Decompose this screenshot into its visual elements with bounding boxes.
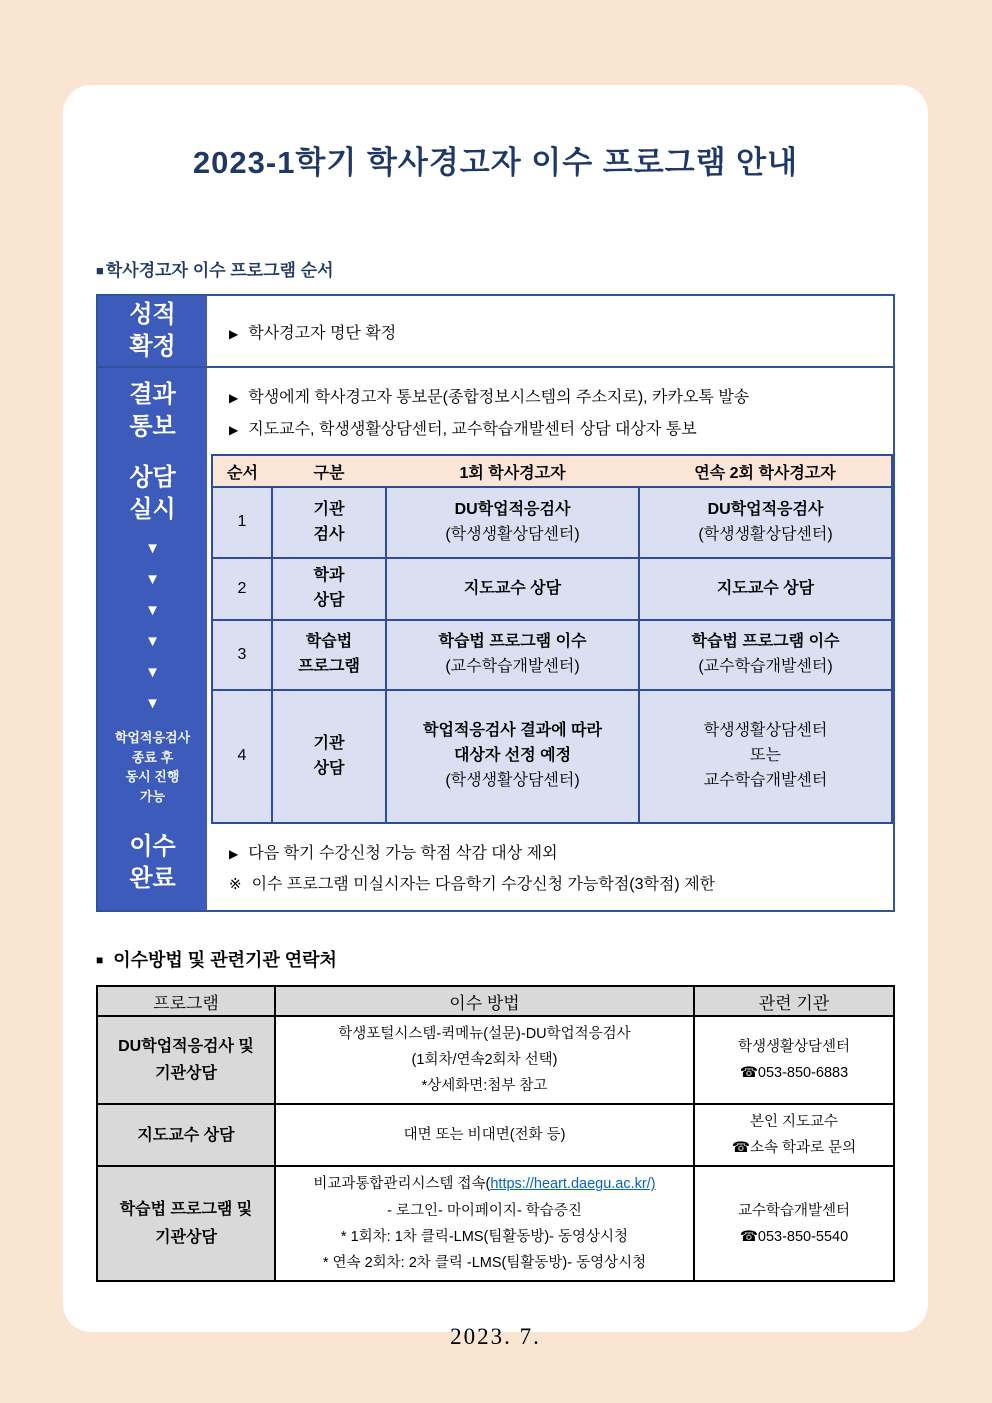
column-header-method: 이수 방법 xyxy=(275,986,694,1016)
cell-line: DU학업적응검사 및 xyxy=(118,1037,254,1055)
column-header-category: 구분 xyxy=(272,455,386,487)
cell-method xyxy=(275,1166,694,1280)
cell-line: 학과 xyxy=(313,567,345,585)
cell-method: 대면 또는 비대면(전화 등) xyxy=(275,1104,694,1166)
cell-line: 또는 xyxy=(750,747,781,765)
cell-second-warning xyxy=(639,690,892,823)
cell-category xyxy=(272,690,386,823)
cell-line: - 로그인- 마이페이지- 학습증진 xyxy=(387,1202,582,1219)
cell-line: 학습법 프로그램 이수 xyxy=(691,633,840,651)
cell-second-warning: 지도교수 상담 xyxy=(639,558,892,620)
section1-heading xyxy=(96,256,895,281)
organization-name: 학생생활상담센터 xyxy=(737,1039,851,1056)
cell-organization xyxy=(694,1104,894,1166)
cell-line: (1회차/연속2회차 선택) xyxy=(411,1052,558,1069)
note-line: 종료 후 xyxy=(131,749,174,765)
section2-heading xyxy=(96,946,895,972)
table-row xyxy=(97,1104,894,1166)
cell-no: 1 xyxy=(212,487,272,558)
arrow-bullet-icon: ▶ xyxy=(229,422,239,437)
column-header-organization: 관련 기관 xyxy=(694,986,894,1016)
square-bullet-icon: ■ xyxy=(96,263,104,278)
cell-no: 3 xyxy=(212,620,272,690)
bullet-text: 학생에게 학사경고자 통보문(종합정보시스템의 주소지로), 카카오톡 발송 xyxy=(248,388,750,406)
column-header-second-warning: 연속 2회 학사경고자 xyxy=(639,455,892,487)
bullet-line xyxy=(229,384,893,407)
cell-line: * 1회차: 1차 클릭-LMS(팀활동방)- 동영상시청 xyxy=(340,1228,629,1245)
cell-no: 2 xyxy=(212,558,272,620)
down-arrow-icon: ▼ xyxy=(145,540,160,558)
cell-second-warning xyxy=(639,487,892,558)
cell-first-warning xyxy=(386,487,639,558)
bullet-line xyxy=(229,871,893,894)
organization-name: 본인 지도교수 xyxy=(749,1114,839,1131)
flow-content-column xyxy=(207,296,893,910)
cell-first-warning xyxy=(386,620,639,690)
cell-line: 기관 xyxy=(313,734,345,752)
cell-method xyxy=(275,1016,694,1104)
cell-line: 학습법 프로그램 및 xyxy=(119,1201,253,1219)
flow-stage-notice xyxy=(98,368,207,454)
page-title: 2023-1학기 학사경고자 이수 프로그램 안내 xyxy=(192,145,799,180)
table-header-row xyxy=(97,986,894,1016)
document-card xyxy=(63,85,928,1349)
cell-line: 학생생활상담센터 xyxy=(703,722,828,740)
stage-label: 통보 xyxy=(129,413,176,440)
cell-program xyxy=(97,1016,275,1104)
cell-program: 지도교수 상담 xyxy=(97,1104,275,1166)
cell-line: DU학업적응검사 xyxy=(707,500,824,518)
organization-phone: ☎053-850-5540 xyxy=(739,1228,849,1245)
organization-name: 교수학습개발센터 xyxy=(737,1202,851,1219)
cell-first-warning: 지도교수 상담 xyxy=(386,558,639,620)
cell-line: 프로그램 xyxy=(298,658,360,675)
cell-line: 대상자 선정 예정 xyxy=(453,747,572,765)
organization-phone: ☎소속 학과로 문의 xyxy=(731,1140,857,1157)
stage-label: 상담 xyxy=(129,464,176,491)
footer-date: 2023. 7. xyxy=(450,1323,541,1349)
stage-counsel-note xyxy=(115,728,190,820)
cell-line: 상담 xyxy=(313,592,345,609)
stage-label: 실시 xyxy=(129,495,176,523)
link-prefix-text: 비교과통합관리시스템 접속( xyxy=(313,1176,491,1193)
cell-line: 검사 xyxy=(313,525,345,543)
down-arrow-icon: ▼ xyxy=(145,633,160,651)
stage-label: 확정 xyxy=(129,333,176,360)
contact-table xyxy=(96,985,895,1282)
stage-label: 완료 xyxy=(129,865,176,892)
cell-organization xyxy=(694,1166,894,1280)
cell-category xyxy=(272,558,386,620)
counsel-program-table xyxy=(211,454,893,824)
stage-label: 이수 xyxy=(129,833,176,861)
flow-row-complete xyxy=(207,824,893,910)
cell-line: 기관상담 xyxy=(155,1228,217,1246)
square-bullet-icon: ■ xyxy=(96,953,104,967)
flow-stage-column xyxy=(98,296,207,910)
cell-line: 교수학습개발센터 xyxy=(703,771,828,789)
table-row xyxy=(212,487,892,558)
heart-system-link[interactable]: https://heart.daegu.ac.kr/) xyxy=(490,1176,656,1193)
flow-stage-counsel xyxy=(98,454,207,820)
table-row xyxy=(97,1016,894,1104)
bullet-text: 다음 학기 수강신청 가능 학점 삭감 대상 제외 xyxy=(248,845,558,862)
cell-second-warning xyxy=(639,620,892,690)
table-header-row xyxy=(212,455,892,487)
cell-line: DU학업적응검사 xyxy=(454,500,571,518)
cell-line: 학생포털시스템-퀵메뉴(설문)-DU학업적응검사 xyxy=(338,1026,631,1042)
cell-line: * 연속 2회차: 2차 클릭 -LMS(팀활동방)- 동영상시청 xyxy=(322,1254,647,1271)
cell-line: (학생생활상담센터) xyxy=(445,525,580,543)
cell-line: 상담 xyxy=(313,759,345,777)
cell-line: 학습법 xyxy=(305,633,353,651)
down-arrow-icon: ▼ xyxy=(145,602,160,620)
flow-stage-grade xyxy=(98,296,207,368)
stage-label: 결과 xyxy=(129,381,176,409)
table-row xyxy=(212,690,892,823)
cell-line: 기관 xyxy=(313,500,345,518)
cell-line: *상세화면:첨부 참고 xyxy=(421,1078,548,1095)
bullet-line xyxy=(229,320,893,343)
bullet-line xyxy=(229,840,893,863)
cell-line: 기관상담 xyxy=(155,1065,217,1083)
flow-table xyxy=(96,294,895,912)
cell-line: (학생생활상담센터) xyxy=(445,771,580,789)
down-arrow-icon: ▼ xyxy=(145,695,160,713)
column-header-first-warning: 1회 학사경고자 xyxy=(386,455,639,487)
cell-line xyxy=(278,1171,691,1197)
cell-line: 학업적응검사 결과에 따라 xyxy=(423,722,602,740)
bullet-text: 지도교수, 학생생활상담센터, 교수학습개발센터 상담 대상자 통보 xyxy=(248,420,697,438)
section1-heading-text: 학사경고자 이수 프로그램 순서 xyxy=(105,261,334,280)
table-row xyxy=(212,620,892,690)
cell-line: (교수학습개발센터) xyxy=(698,658,833,675)
cell-program xyxy=(97,1166,275,1280)
section2-heading-text: 이수방법 및 관련기관 연락처 xyxy=(113,950,337,970)
organization-phone: ☎053-850-6883 xyxy=(739,1065,849,1082)
bullet-line xyxy=(229,416,893,439)
cell-category xyxy=(272,487,386,558)
flow-row-notice xyxy=(207,368,893,454)
note-line: 학업적응검사 xyxy=(114,730,191,745)
cell-category xyxy=(272,620,386,690)
stage-label: 성적 xyxy=(129,301,176,329)
table-row xyxy=(212,558,892,620)
arrow-bullet-icon: ▶ xyxy=(229,390,239,405)
flow-stage-complete xyxy=(98,820,207,906)
cell-organization xyxy=(694,1016,894,1104)
down-arrow-icon: ▼ xyxy=(145,664,160,682)
cell-line: (교수학습개발센터) xyxy=(445,658,580,675)
arrow-bullet-icon: ▶ xyxy=(229,847,239,861)
cell-first-warning xyxy=(386,690,639,823)
bullet-text: 이수 프로그램 미실시자는 다음학기 수강신청 가능학점(3학점) 제한 xyxy=(251,876,716,893)
cell-line: (학생생활상담센터) xyxy=(698,525,833,543)
note-line: 동시 진행 xyxy=(125,769,180,784)
cell-line: 학습법 프로그램 이수 xyxy=(438,633,587,651)
column-header-program: 프로그램 xyxy=(97,986,275,1016)
arrow-bullet-icon: ▶ xyxy=(229,326,239,341)
column-header-no: 순서 xyxy=(212,455,272,487)
reference-mark-icon: ※ xyxy=(229,876,242,893)
table-row xyxy=(97,1166,894,1280)
cell-no: 4 xyxy=(212,690,272,823)
down-arrow-icon: ▼ xyxy=(145,571,160,589)
note-line: 가능 xyxy=(139,788,166,804)
flow-row-grade xyxy=(207,296,893,368)
bullet-text: 학사경고자 명단 확정 xyxy=(248,324,397,342)
